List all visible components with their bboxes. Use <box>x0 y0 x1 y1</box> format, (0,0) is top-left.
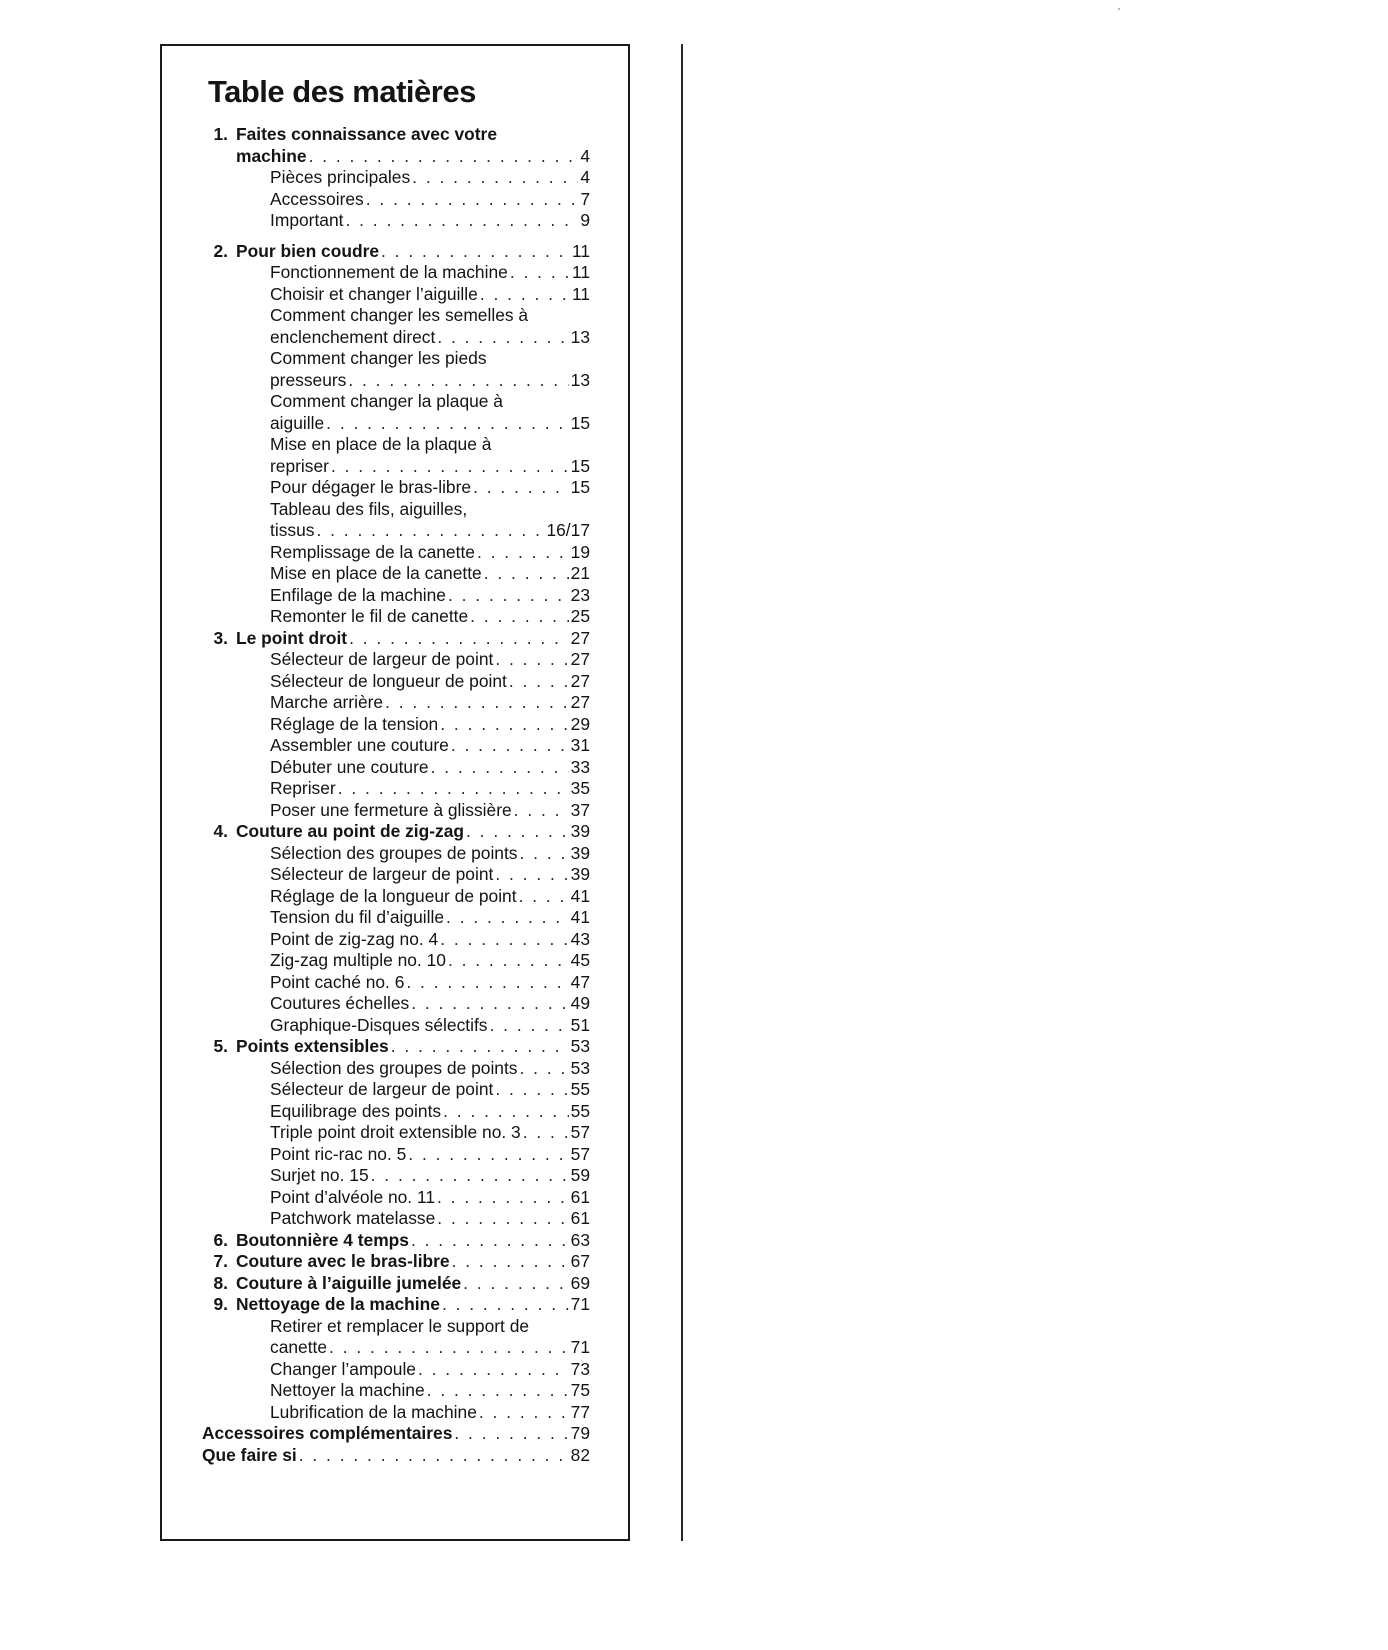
toc-entry <box>202 210 590 232</box>
toc-entry <box>202 1058 590 1080</box>
toc-entry-page: 53 <box>570 1057 590 1078</box>
toc-entry-label: Lubrification de la machine <box>270 1401 477 1422</box>
toc-leader-dots <box>411 1230 569 1252</box>
toc-entry-label: Couture à l’aiguille jumelée <box>236 1272 462 1293</box>
toc-leader-dots <box>348 370 568 392</box>
toc-entry <box>202 167 590 189</box>
toc-entry-page: 77 <box>570 1401 590 1422</box>
toc-leader-dots <box>454 1423 568 1445</box>
toc-entry <box>202 146 590 168</box>
toc-leader-dots <box>519 886 569 908</box>
toc-entry <box>202 520 590 542</box>
toc-entry <box>202 606 590 628</box>
toc-entry-label: Pièces principales <box>270 167 411 187</box>
toc-entry-page: 25 <box>570 606 590 626</box>
toc-entry-page: 15 <box>570 455 590 476</box>
toc-entry-label: Triple point droit extensible no. 3 <box>270 1122 521 1142</box>
toc-entry-page: 27 <box>570 692 590 712</box>
toc-entry-label: canette <box>270 1337 328 1357</box>
toc-entry <box>202 1423 590 1445</box>
toc-leader-dots <box>371 1165 569 1187</box>
toc-entry-label: Couture au point de zig-zag <box>236 821 464 841</box>
toc-entry <box>202 413 590 435</box>
toc-leader-dots <box>331 456 569 478</box>
toc-entry-page: 47 <box>570 971 590 992</box>
toc-entry <box>202 327 590 349</box>
toc-entry-number: 9. <box>213 1294 228 1314</box>
toc-entry <box>202 1273 590 1295</box>
toc-leader-dots <box>495 864 568 886</box>
toc-entry-number: 7. <box>213 1251 228 1271</box>
toc-entry-page: 37 <box>570 799 590 820</box>
toc-entry <box>202 950 590 972</box>
toc-entry <box>202 434 590 456</box>
toc-entry-label: Patchwork matelasse <box>270 1208 436 1228</box>
toc-entry-page: 79 <box>570 1423 590 1443</box>
toc-leader-dots <box>510 262 570 284</box>
toc-entry <box>202 456 590 478</box>
toc-entry-page: 39 <box>570 842 590 863</box>
toc-entry-label: Point d’alvéole no. 11 <box>270 1186 436 1207</box>
toc-entry <box>202 241 590 263</box>
toc-leader-dots <box>366 189 579 211</box>
toc-entry <box>202 1445 590 1467</box>
toc-leader-dots <box>437 1187 569 1209</box>
toc-entry-page: 29 <box>570 713 590 734</box>
toc-entry-page: 11 <box>571 240 590 261</box>
toc-entry-label: Sélecteur de largeur de point <box>270 864 494 884</box>
toc-leader-dots <box>446 907 569 929</box>
toc-entry <box>202 305 590 327</box>
toc-entry-page: 16/17 <box>546 520 590 540</box>
toc-entry-label: Sélection des groupes de points <box>270 842 518 863</box>
toc-entry-page: 35 <box>570 778 590 798</box>
toc-entry-label: Important <box>270 210 344 230</box>
toc-entry <box>202 1187 590 1209</box>
toc-entry <box>202 1337 590 1359</box>
toc-entry-page: 45 <box>570 950 590 970</box>
toc-entry <box>202 1402 590 1424</box>
toc-leader-dots <box>391 1036 569 1058</box>
toc-entry-page: 27 <box>570 670 590 691</box>
toc-entry-label: Choisir et changer l’aiguille <box>270 283 478 304</box>
toc-entry-page: 55 <box>570 1100 590 1121</box>
toc-entry-label: Surjet no. 15 <box>270 1165 369 1185</box>
toc-entry-page: 15 <box>570 477 590 497</box>
toc-entry <box>202 563 590 585</box>
toc-entry-label: Sélecteur de largeur de point <box>270 649 494 669</box>
toc-entry-label: Mise en place de la plaque à <box>270 434 492 454</box>
toc-entry <box>202 348 590 370</box>
toc-entry-page: 19 <box>570 541 590 562</box>
toc-entry-label: Point caché no. 6 <box>270 971 405 992</box>
toc-leader-dots <box>480 284 570 306</box>
toc-entry-page: 61 <box>570 1208 590 1228</box>
toc-entry-page: 67 <box>570 1251 590 1271</box>
toc-entry-label: Points extensibles <box>236 1036 389 1056</box>
toc-entry-label: Accessoires <box>270 188 364 209</box>
toc-entry-page: 71 <box>570 1337 590 1357</box>
toc-entry-label: Réglage de la longueur de point <box>270 885 517 906</box>
toc-entry <box>202 1144 590 1166</box>
toc-leader-dots <box>490 1015 569 1037</box>
toc-entry-page: 31 <box>570 735 590 755</box>
toc-entry <box>202 542 590 564</box>
toc-entry <box>202 262 590 284</box>
toc-entry <box>202 907 590 929</box>
toc-entry <box>202 886 590 908</box>
toc-entry <box>202 692 590 714</box>
toc-entry-label: Coutures échelles <box>270 993 410 1013</box>
toc-entry-label: repriser <box>270 455 329 476</box>
toc-entry-label: Couture avec le bras-libre <box>236 1251 450 1271</box>
toc-leader-dots <box>431 757 569 779</box>
toc-entry-label: Réglage de la tension <box>270 713 439 734</box>
toc-entry-label: Sélection des groupes de points <box>270 1057 518 1078</box>
toc-entry-label: Remplissage de la canette <box>270 541 475 562</box>
toc-entry-page: 39 <box>570 864 590 884</box>
toc-entry-page: 59 <box>570 1165 590 1185</box>
toc-entry-page: 75 <box>570 1380 590 1400</box>
toc-entry-page: 7 <box>580 188 590 209</box>
toc-leader-dots <box>466 821 569 843</box>
toc-entry-label: Marche arrière <box>270 692 384 712</box>
toc-entry <box>202 370 590 392</box>
toc-leader-dots <box>309 146 579 168</box>
toc-entry-page: 33 <box>570 756 590 777</box>
toc-entry-page: 41 <box>570 885 590 906</box>
toc-entry-label: Que faire si <box>202 1444 297 1465</box>
toc-leader-dots <box>463 1273 568 1295</box>
toc-entry <box>202 391 590 413</box>
toc-entry <box>202 1165 590 1187</box>
toc-entry <box>202 628 590 650</box>
toc-entry-label: Fonctionnement de la machine <box>270 262 508 282</box>
toc-leader-dots <box>443 1101 569 1123</box>
toc-entry-number: 5. <box>213 1036 228 1056</box>
toc-entry-page: 23 <box>570 584 590 605</box>
toc-entry <box>202 778 590 800</box>
toc-leader-dots <box>470 606 568 628</box>
toc-entry <box>202 735 590 757</box>
toc-entry-page: 55 <box>570 1079 590 1099</box>
toc-entry-number: 6. <box>213 1229 228 1250</box>
toc-entry <box>202 1208 590 1230</box>
toc-leader-dots <box>523 1122 569 1144</box>
toc-entry-label: Nettoyer la machine <box>270 1380 425 1400</box>
toc-entry <box>202 1036 590 1058</box>
toc-entry <box>202 1380 590 1402</box>
toc-entry <box>202 843 590 865</box>
toc-entry-label: Point de zig-zag no. 4 <box>270 928 439 949</box>
toc-entry-page: 41 <box>570 907 590 927</box>
toc-entry-label: Assembler une couture <box>270 735 449 755</box>
toc-leader-dots <box>495 649 568 671</box>
toc-entry <box>202 649 590 671</box>
toc-leader-dots <box>345 210 578 232</box>
toc-entry-page: 57 <box>570 1143 590 1164</box>
toc-entry-page: 11 <box>571 283 590 304</box>
toc-entry <box>202 1122 590 1144</box>
toc-entry-label: Point ric-rac no. 5 <box>270 1143 407 1164</box>
toc-entry-number: 2. <box>213 240 228 261</box>
toc-leader-dots <box>316 520 544 542</box>
toc-entry <box>202 124 590 146</box>
toc-entry-label: Zig-zag multiple no. 10 <box>270 950 446 970</box>
toc-entry-label: Comment changer la plaque à <box>270 391 503 411</box>
toc-entry-number: 3. <box>213 627 228 648</box>
toc-entry <box>202 671 590 693</box>
toc-entry-label: Faites connaissance avec votre <box>236 124 497 144</box>
toc-entry <box>202 284 590 306</box>
toc-entry-label: Retirer et remplacer le support de <box>270 1315 530 1336</box>
toc-leader-dots <box>484 563 569 585</box>
toc-entry-label: presseurs <box>270 369 347 390</box>
toc-entry <box>202 1251 590 1273</box>
toc-entry <box>202 1015 590 1037</box>
toc-entry-page: 21 <box>570 563 590 583</box>
toc-entry-label: Pour bien coudre <box>236 240 380 261</box>
toc-entry-page: 53 <box>570 1036 590 1056</box>
toc-entry-label: aiguille <box>270 412 325 433</box>
toc-entry-page: 39 <box>570 821 590 841</box>
toc-entry <box>202 1316 590 1338</box>
toc-leader-dots <box>427 1380 569 1402</box>
toc-entry-page: 73 <box>570 1358 590 1379</box>
toc-entry-label: machine <box>236 145 307 166</box>
toc-leader-dots <box>329 1337 569 1359</box>
toc-entry-label: Changer l’ampoule <box>270 1358 416 1379</box>
toc-entry-label: Enfilage de la machine <box>270 584 446 605</box>
toc-entry <box>202 1079 590 1101</box>
toc-entry <box>202 929 590 951</box>
toc-leader-dots <box>326 413 569 435</box>
toc-entry-page: 4 <box>580 145 590 166</box>
toc-leader-dots <box>440 929 568 951</box>
toc-entry-page: 13 <box>570 369 590 390</box>
toc-entry-page: 4 <box>580 167 590 187</box>
toc-leader-dots <box>479 1402 569 1424</box>
toc-entry <box>202 800 590 822</box>
toc-entry <box>202 993 590 1015</box>
toc-entry-page: 82 <box>570 1444 590 1465</box>
toc-entry <box>202 1294 590 1316</box>
toc-entry-label: tissus <box>270 520 315 540</box>
toc-entry <box>202 972 590 994</box>
toc-leader-dots <box>411 993 568 1015</box>
column-divider-line <box>681 44 683 1541</box>
toc-entry <box>202 714 590 736</box>
toc-leader-dots <box>448 585 569 607</box>
toc-entry-page: 9 <box>580 210 590 230</box>
toc-leader-dots <box>440 714 568 736</box>
toc-entry <box>202 189 590 211</box>
toc-leader-dots <box>408 1144 568 1166</box>
toc-leader-dots <box>418 1359 569 1381</box>
toc-entry-page: 71 <box>570 1294 590 1314</box>
toc-entry-label: enclenchement direct <box>270 326 436 347</box>
toc-leader-dots <box>385 692 569 714</box>
toc-entry-label: Mise en place de la canette <box>270 563 482 583</box>
toc-entry-page: 13 <box>570 326 590 347</box>
toc-entry-label: Remonter le fil de canette <box>270 606 469 626</box>
toc-leader-dots <box>349 628 569 650</box>
toc-leader-dots <box>495 1079 568 1101</box>
toc-leader-dots <box>412 167 578 189</box>
toc-entry-page: 49 <box>570 993 590 1013</box>
toc-leader-dots <box>448 950 569 972</box>
toc-leader-dots <box>406 972 568 994</box>
toc-entry-page: 27 <box>570 649 590 669</box>
toc-entry-page: 11 <box>571 262 590 282</box>
toc-entry <box>202 821 590 843</box>
toc-entry-label: Accessoires complémentaires <box>202 1423 453 1443</box>
toc-entry <box>202 1230 590 1252</box>
toc-leader-dots <box>477 542 569 564</box>
toc-entry-label: Nettoyage de la machine <box>236 1294 440 1314</box>
toc-leader-dots <box>520 1058 569 1080</box>
toc-entry-page: 51 <box>570 1014 590 1035</box>
toc-entry-label: Equilibrage des points <box>270 1100 442 1121</box>
toc-entry-label: Repriser <box>270 778 336 798</box>
toc-entry <box>202 1101 590 1123</box>
toc-entry-label: Tension du fil d’aiguille <box>270 907 445 927</box>
toc-entry-number: 8. <box>213 1272 228 1293</box>
toc-entry-label: Poser une fermeture à glissière <box>270 799 512 820</box>
toc-entry-label: Le point droit <box>236 627 348 648</box>
toc-leader-dots <box>520 843 569 865</box>
toc-leader-dots <box>452 1251 569 1273</box>
toc-entry-page: 43 <box>570 928 590 949</box>
toc-entry-label: Sélecteur de longueur de point <box>270 670 507 691</box>
toc-entry-page: 69 <box>570 1272 590 1293</box>
toc-leader-dots <box>509 671 569 693</box>
toc-entry-label: Tableau des fils, aiguilles, <box>270 498 468 519</box>
toc-leader-dots <box>299 1445 569 1467</box>
toc-entry-label: Sélecteur de largeur de point <box>270 1079 494 1099</box>
toc-entry <box>202 585 590 607</box>
page-title: Table des matières <box>208 74 476 109</box>
toc-leader-dots <box>442 1294 569 1316</box>
toc-entry-label: Comment changer les semelles à <box>270 305 529 325</box>
toc-entry-label: Comment changer les pieds <box>270 348 487 368</box>
toc-entry-number: 4. <box>213 821 228 841</box>
toc-entry <box>202 864 590 886</box>
toc-leader-dots <box>437 327 568 349</box>
toc-entry-page: 57 <box>570 1122 590 1142</box>
toc-leader-dots <box>514 800 569 822</box>
toc-leader-dots <box>437 1208 568 1230</box>
table-of-contents-box <box>160 44 630 1541</box>
toc-entry <box>202 757 590 779</box>
toc-entry-label: Boutonnière 4 temps <box>236 1229 409 1250</box>
toc-entry-page: 27 <box>570 627 590 648</box>
toc-leader-dots <box>473 477 569 499</box>
toc-entry-page: 61 <box>570 1186 590 1207</box>
toc-entry <box>202 499 590 521</box>
toc-entry-number: 1. <box>213 124 228 144</box>
toc-entry <box>202 477 590 499</box>
scan-speck <box>1118 8 1120 10</box>
toc-leader-dots <box>338 778 569 800</box>
toc-entry <box>202 1359 590 1381</box>
toc-entry-page: 63 <box>570 1229 590 1250</box>
toc-entry-label: Pour dégager le bras-libre <box>270 477 472 497</box>
toc-list <box>202 124 590 1466</box>
toc-entry-page: 15 <box>570 412 590 433</box>
toc-leader-dots <box>381 241 570 263</box>
toc-entry-label: Graphique-Disques sélectifs <box>270 1014 488 1035</box>
toc-entry-label: Débuter une couture <box>270 756 429 777</box>
toc-leader-dots <box>451 735 569 757</box>
